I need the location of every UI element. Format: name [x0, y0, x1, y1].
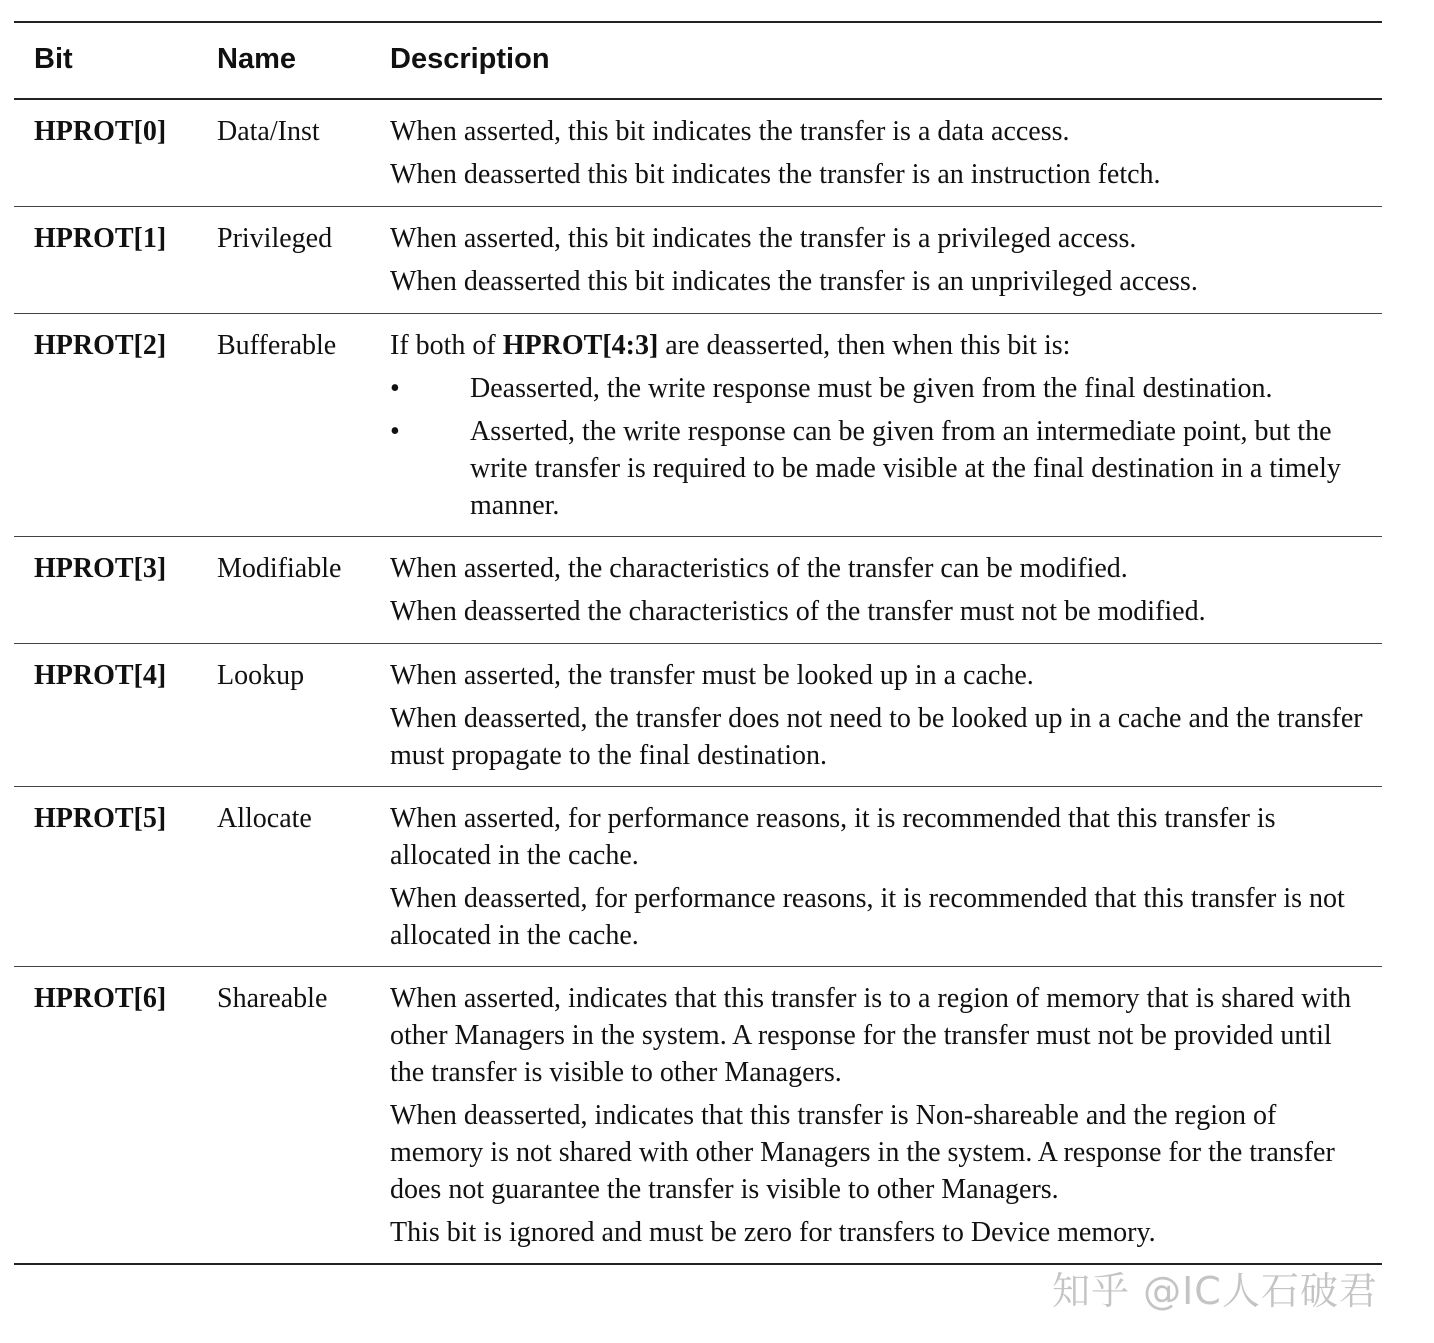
bullet-icon: • — [390, 416, 400, 447]
bit-cell: HPROT[2] — [34, 330, 167, 361]
intro-signal: HPROT[4:3] — [502, 330, 659, 361]
description-paragraph: When deasserted this bit indicates the transfer is an instruction fetch. — [390, 159, 1161, 190]
table-row — [14, 787, 1382, 967]
header-bit: Bit — [34, 43, 73, 75]
bit-cell: HPROT[3] — [34, 553, 167, 584]
table-row — [14, 207, 1382, 314]
name-cell: Privileged — [217, 223, 333, 254]
description-paragraph: When deasserted, for performance reasons, it is recommended that this transfer is not allocated in the cache. — [390, 883, 1345, 951]
description-paragraph: When asserted, the characteristics of the transfer can be modified. — [390, 553, 1128, 584]
bit-cell: HPROT[5] — [34, 803, 167, 834]
description-cell — [390, 220, 1370, 306]
description-paragraph: When deasserted, the transfer does not need to be looked up in a cache and the transfer must propagate to the final destination. — [390, 703, 1363, 771]
list-item-text: Asserted, the write response can be given from an intermediate point, but the write transfer is required to be made visible at the final destination in a timely manner. — [470, 416, 1341, 521]
list-item — [390, 370, 1370, 407]
description-paragraph: When asserted, this bit indicates the transfer is a privileged access. — [390, 223, 1137, 254]
name-cell: Data/Inst — [217, 116, 320, 147]
description-paragraph: When asserted, indicates that this transfer is to a region of memory that is shared with other Managers in the system. A response for the transfer must not be provided until the transfer is visible to other Managers. — [390, 983, 1352, 1088]
bit-cell: HPROT[0] — [34, 116, 167, 147]
description-cell — [390, 800, 1370, 960]
name-cell: Allocate — [217, 803, 312, 834]
name-cell: Modifiable — [217, 553, 342, 584]
bit-cell: HPROT[4] — [34, 660, 167, 691]
intro-text: are deasserted, then when this bit is: — [658, 330, 1071, 361]
name-cell: Bufferable — [217, 330, 337, 361]
description-paragraph: When asserted, the transfer must be looked up in a cache. — [390, 660, 1034, 691]
bit-cell: HPROT[6] — [34, 983, 167, 1014]
description-paragraph: When deasserted, indicates that this transfer is Non-shareable and the region of memory is not shared with other Managers in the system. A response for the transfer does not guarantee the transfer is visible to other Managers. — [390, 1100, 1335, 1205]
table-row — [14, 537, 1382, 644]
name-cell: Shareable — [217, 983, 328, 1014]
table-row — [14, 314, 1382, 537]
table-row — [14, 100, 1382, 207]
table-row — [14, 644, 1382, 787]
watermark-text: 知乎 @IC人石破君 — [1052, 1269, 1378, 1313]
description-paragraph: When asserted, this bit indicates the transfer is a data access. — [390, 116, 1070, 147]
list-item-text: Deasserted, the write response must be given from the final destination. — [470, 373, 1273, 404]
hprot-table — [14, 21, 1382, 1265]
description-paragraph — [390, 327, 1370, 364]
description-cell — [390, 113, 1370, 199]
description-paragraph: When deasserted the characteristics of the transfer must not be modified. — [390, 596, 1206, 627]
list-item — [390, 413, 1370, 524]
description-cell — [390, 980, 1370, 1257]
description-cell — [390, 550, 1370, 636]
description-cell — [390, 657, 1370, 780]
bullet-icon: • — [390, 373, 400, 404]
header-description: Description — [390, 43, 550, 75]
header-name: Name — [217, 43, 296, 75]
description-paragraph: This bit is ignored and must be zero for transfers to Device memory. — [390, 1217, 1156, 1248]
intro-text: If both of — [390, 330, 503, 361]
description-cell — [390, 327, 1370, 530]
description-paragraph: When asserted, for performance reasons, it is recommended that this transfer is allocated in the cache. — [390, 803, 1276, 871]
table-row — [14, 967, 1382, 1263]
description-paragraph: When deasserted this bit indicates the transfer is an unprivileged access. — [390, 266, 1198, 297]
name-cell: Lookup — [217, 660, 305, 691]
bit-cell: HPROT[1] — [34, 223, 167, 254]
table-header — [14, 23, 1382, 100]
